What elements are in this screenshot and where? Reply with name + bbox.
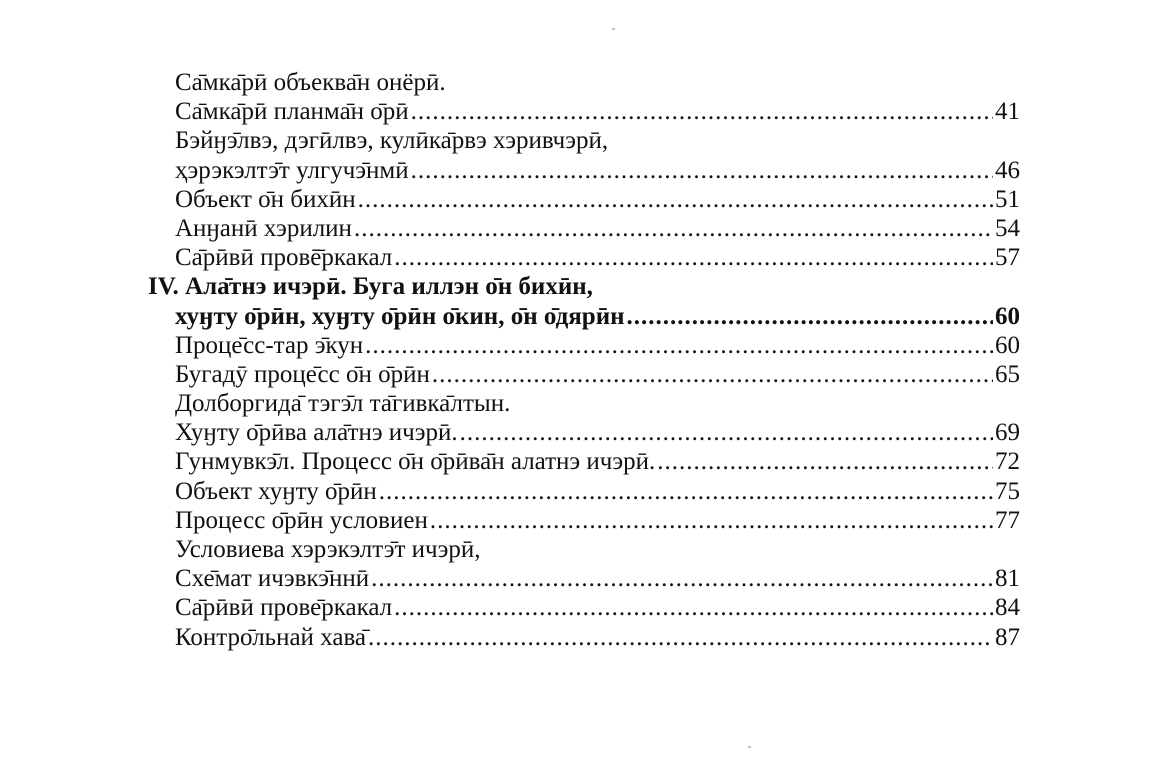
toc-leader-dots [657, 447, 993, 476]
toc-entry [148, 126, 1020, 155]
toc-entry-text: Процесс о̄рӣн условиен [175, 506, 428, 534]
toc-entry [148, 477, 1020, 506]
toc-page-number: 60 [995, 302, 1020, 330]
toc-leader-dots [432, 360, 993, 389]
toc-entry [148, 535, 1020, 564]
toc-page-number: 51 [995, 185, 1020, 213]
toc-entry-text: Долборгида̄ тэгэ̄л та̄гивка̄лтын. [175, 390, 511, 418]
toc-page-number: 54 [995, 214, 1020, 242]
toc-leader-dots [354, 214, 993, 243]
toc-entry-text: IV. Ала̄тнэ ичэрӣ. Буга иллэн о̄н бихӣн, [148, 273, 593, 301]
toc-page-number: 57 [995, 244, 1020, 272]
toc-entry-text: Са̄мка̄рӣ планма̄н о̄рӣ [175, 98, 409, 126]
toc-entry-text: Анӈанӣ хэрилин [175, 214, 352, 242]
toc-entry [148, 447, 1020, 476]
toc-page-number: 87 [995, 623, 1020, 651]
toc-entry-text: Бугадӯ проце̄сс о̄н о̄рӣн [175, 360, 430, 388]
toc-entry [148, 389, 1020, 418]
toc-page-number: 77 [995, 506, 1020, 534]
toc-leader-dots [394, 243, 993, 272]
toc-entry-text: Объект хуӈту о̄рӣн [175, 477, 377, 505]
toc-entry [148, 243, 1020, 272]
toc-page-number: 60 [995, 331, 1020, 359]
toc-entry-text: Контро̄льнай хава̄ [175, 623, 367, 651]
toc-leader-dots [460, 418, 993, 447]
toc-entry-text: ҳэрэкэлтэ̄т улгучэ̄нмӣ [175, 156, 409, 184]
toc-entry-text: Схе̄мат ичэвкэ̄ннӣ [175, 565, 370, 593]
toc-entry-text: хуӈту о̄рӣн, хуӈту о̄рӣн о̄кин, о̄н о̄дярӣн [175, 302, 625, 330]
toc-entry [148, 214, 1020, 243]
toc-entry-text: Са̄мка̄рӣ объеква̄н онёрӣ. [175, 69, 446, 96]
toc-page-number: 72 [995, 448, 1020, 476]
toc-leader-dots [358, 185, 993, 214]
toc-entry [148, 623, 1020, 652]
paper-speck [748, 746, 751, 748]
toc-entry-text: Хуӈту о̄рӣва ала̄тнэ ичэрӣ. [175, 419, 458, 447]
toc-entry-text: Условиева хэрэкэлтэ̄т ичэрӣ, [175, 536, 481, 563]
toc-leader-dots [411, 97, 993, 126]
toc-entry [148, 506, 1020, 535]
toc-page-number: 41 [995, 98, 1020, 126]
toc-leader-dots [368, 623, 993, 652]
toc-entry-text: Проце̄сс-тар э̄кун [175, 331, 364, 359]
toc-page-number: 65 [995, 360, 1020, 388]
toc-entry [148, 564, 1020, 593]
toc-page-number: 81 [995, 565, 1020, 593]
toc-entry [148, 418, 1020, 447]
toc-chapter-heading [148, 302, 1020, 331]
toc-entry [148, 593, 1020, 622]
toc-leader-dots [627, 302, 993, 331]
toc-entry-text: Объект о̄н бихӣн [175, 185, 356, 213]
toc-leader-dots [371, 564, 993, 593]
toc-entry-text: Са̄рӣвӣ провē̄ркакал [175, 244, 393, 272]
toc-page-number: 84 [995, 594, 1020, 622]
toc-page-number: 75 [995, 477, 1020, 505]
toc-leader-dots [379, 477, 993, 506]
table-of-contents [148, 68, 1020, 652]
toc-entry [148, 97, 1020, 126]
paper-speck [612, 28, 615, 30]
toc-entry [148, 185, 1020, 214]
toc-chapter-heading [148, 272, 1020, 301]
toc-entry-text: Бэйӈэ̄лвэ, дэгӣлвэ, кулӣка̄рвэ хэривчэрӣ, [175, 127, 609, 155]
toc-entry [148, 331, 1020, 360]
toc-page-number: 69 [995, 419, 1020, 447]
toc-entry-text: Гунмувкэ̄л. Процесс о̄н о̄рӣва̄н алатнэ ичэрӣ. [175, 448, 656, 476]
toc-entry [148, 156, 1020, 185]
toc-leader-dots [430, 506, 993, 535]
toc-entry [148, 68, 1020, 97]
toc-entry-text: Са̄рӣвӣ прове̄ркакал [175, 594, 393, 622]
toc-leader-dots [365, 331, 993, 360]
toc-page-number: 46 [995, 156, 1020, 184]
toc-leader-dots [411, 156, 993, 185]
toc-leader-dots [394, 593, 993, 622]
toc-entry [148, 360, 1020, 389]
